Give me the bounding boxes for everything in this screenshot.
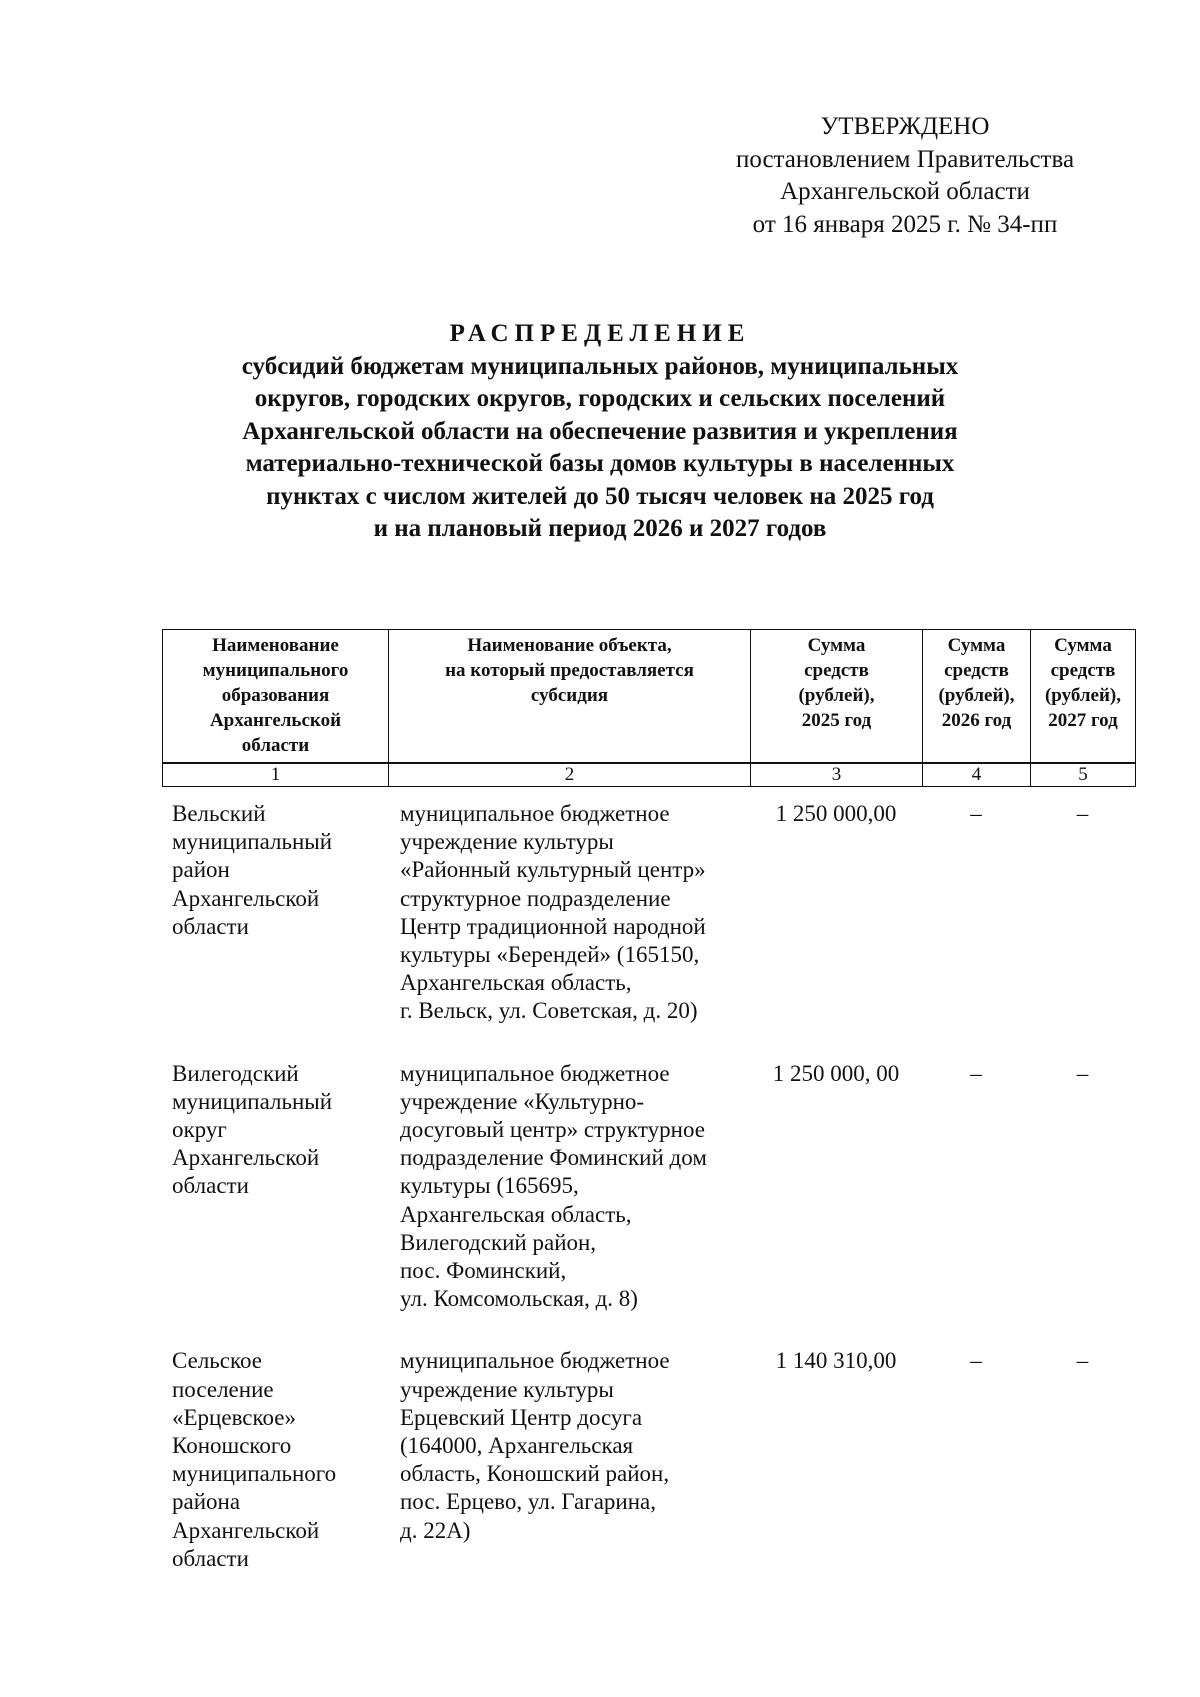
header-cell-municipality (163, 630, 389, 763)
header-line: Сумма (947, 635, 1006, 656)
header-line: 2025 год (801, 710, 872, 731)
municipality-cell (162, 800, 388, 1026)
title-line: пунктах с числом жителей до 50 тысяч человек на 2025 год (266, 482, 934, 510)
cell-line: область, Коношский район, (400, 1461, 670, 1487)
header-line: 2027 год (1048, 710, 1118, 731)
cell-line: учреждение «Культурно- (400, 1088, 645, 1114)
cell-line: пос. Фоминский, (400, 1258, 567, 1284)
cell-line: муниципальное бюджетное (400, 1348, 670, 1374)
cell-line: досуговый центр» структурное (400, 1117, 705, 1143)
title-line: материально-технической базы домов культуры в населенных (245, 450, 955, 477)
cell-line: района (172, 1489, 241, 1515)
header-line: Сумма (1054, 635, 1112, 656)
header-line: образования (221, 685, 330, 706)
header-line: средств (944, 660, 1009, 681)
cell-line: Центр традиционной народной (400, 913, 706, 939)
sum-2025-cell: 1 140 310,00 (775, 1348, 897, 1374)
sum-2025-cell: 1 250 000, 00 (772, 1060, 900, 1086)
header-line: на который предоставляется (445, 660, 694, 681)
cell-line: подразделение Фоминский дом (400, 1145, 707, 1171)
sum-2026-cell: – (970, 1060, 982, 1086)
title-line: округов, городских округов, городских и сельских поселений (254, 385, 946, 412)
approval-line: УТВЕРЖДЕНО (820, 113, 990, 140)
cell-line: муниципального (172, 1461, 337, 1487)
table-row (162, 800, 1135, 1026)
cell-line: Архангельская область, (400, 1201, 632, 1227)
cell-line: Архангельской (172, 1517, 320, 1543)
cell-line: структурное подразделение (400, 885, 671, 911)
column-number: 3 (751, 764, 923, 787)
approval-line: от 16 января 2025 г. № 34-пп (752, 210, 1058, 238)
cell-line: Сельское (172, 1348, 263, 1374)
document-title (150, 318, 1050, 546)
cell-line: Архангельской (172, 1145, 320, 1171)
column-number: 2 (389, 764, 751, 787)
municipality-cell (162, 1347, 388, 1573)
header-cell-sum-2026 (923, 630, 1031, 763)
cell-line: муниципальный (172, 1088, 333, 1114)
header-line: 2026 год (941, 710, 1012, 731)
table-header (162, 629, 1136, 763)
approval-stamp (700, 111, 1110, 241)
header-line: субсидия (530, 685, 609, 706)
cell-line: муниципальное бюджетное (400, 1060, 670, 1086)
sum-2026-cell: – (970, 801, 982, 826)
column-number: 5 (1031, 764, 1136, 787)
column-number: 1 (163, 764, 389, 787)
approval-line: Архангельской области (780, 178, 1030, 205)
cell-line: г. Вельск, ул. Советская, д. 20) (400, 998, 698, 1024)
header-line: (рублей), (1044, 685, 1122, 706)
cell-line: Архангельская область, (400, 970, 632, 996)
cell-line: учреждение культуры (400, 1376, 614, 1402)
column-numbers-row (162, 763, 1136, 787)
cell-line: культуры (165695, (400, 1173, 579, 1199)
cell-line: ул. Комсомольская, д. 8) (400, 1286, 638, 1312)
header-line: Наименование (212, 635, 339, 656)
table-row (162, 1060, 1135, 1314)
cell-line: д. 22А) (400, 1517, 471, 1543)
cell-line: (164000, Архангельская (400, 1433, 634, 1459)
table-body (162, 800, 1135, 1573)
cell-line: пос. Ерцево, ул. Гагарина, (400, 1489, 656, 1515)
cell-line: Архангельской (172, 885, 320, 911)
header-line: Наименование объекта, (467, 635, 672, 656)
cell-line: области (172, 913, 249, 939)
header-line: Архангельской (209, 710, 342, 731)
cell-line: «Районный культурный центр» (400, 857, 706, 883)
header-line: средств (804, 660, 869, 681)
cell-line: район (172, 857, 230, 883)
sum-2025-cell: 1 250 000,00 (775, 801, 897, 826)
header-cell-sum-2027 (1031, 630, 1136, 763)
cell-line: муниципальное бюджетное (400, 801, 670, 826)
header-line: средств (1050, 660, 1116, 681)
object-cell (388, 800, 750, 1026)
cell-line: Коношского (172, 1433, 292, 1459)
title-line: Архангельской области на обеспечение развития и укрепления (242, 417, 958, 445)
header-line: Сумма (807, 635, 866, 656)
cell-line: «Ерцевское» (172, 1404, 296, 1430)
municipality-cell (162, 1060, 388, 1314)
header-cell-sum-2025 (751, 630, 923, 763)
header-line: (рублей), (938, 685, 1015, 706)
cell-line: культуры «Берендей» (165150, (400, 942, 700, 968)
cell-line: поселение (172, 1376, 274, 1402)
cell-line: Вилегодский район, (400, 1229, 597, 1255)
cell-line: Вилегодский (172, 1060, 299, 1086)
header-line: муниципального (202, 660, 349, 681)
header-line: области (241, 735, 310, 756)
header-cell-object (389, 630, 751, 763)
title-line: субсидий бюджетам муниципальных районов, муниципальных (241, 352, 959, 380)
object-cell (388, 1060, 750, 1314)
header-line: (рублей), (798, 685, 875, 706)
title-heading: РАСПРЕДЕЛЕНИЕ (449, 320, 751, 347)
object-cell (388, 1347, 750, 1573)
sum-2027-cell: – (1076, 1348, 1089, 1374)
cell-line: области (172, 1173, 249, 1199)
sum-2026-cell: – (970, 1348, 982, 1374)
table-row (162, 1347, 1135, 1573)
cell-line: учреждение культуры (400, 829, 614, 855)
cell-line: Ерцевский Центр досуга (400, 1404, 643, 1430)
sum-2027-cell: – (1076, 801, 1089, 826)
approval-line: постановлением Правительства (735, 145, 1075, 173)
cell-line: Вельский (172, 801, 266, 826)
cell-line: муниципальный (172, 829, 333, 855)
sum-2027-cell: – (1076, 1060, 1089, 1086)
cell-line: области (172, 1545, 249, 1571)
title-line: и на плановый период 2026 и 2027 годов (373, 515, 827, 542)
column-number: 4 (923, 764, 1031, 787)
cell-line: округ (172, 1117, 227, 1143)
